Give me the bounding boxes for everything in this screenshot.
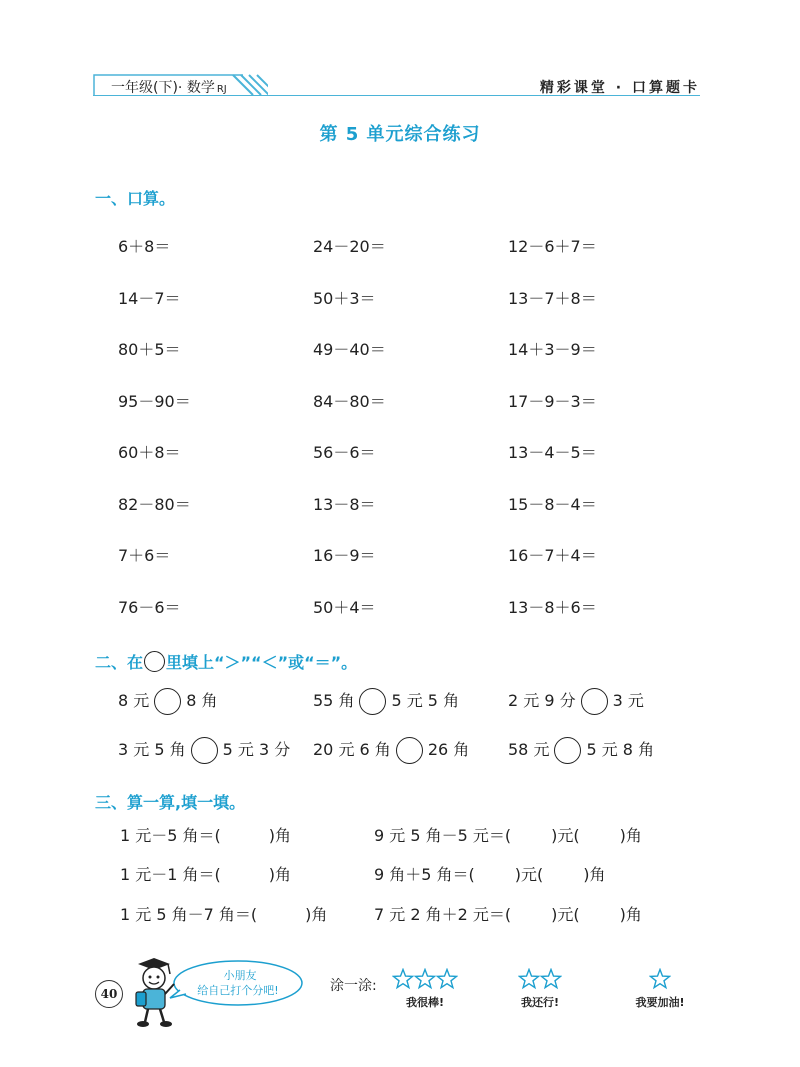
header-series-title: 精彩课堂 · 口算题卡: [539, 80, 700, 96]
rating-caption: 我很棒!: [405, 996, 445, 1009]
mental-math-problem: 15－8－4＝: [508, 494, 597, 514]
mental-math-problem: 50＋4＝: [313, 597, 376, 617]
fill-in-expression: 1 元 5 角－7 角＝(: [120, 905, 258, 924]
compare-problem: [118, 737, 290, 764]
mental-math-problem: 80＋5＝: [118, 340, 181, 359]
mental-math-problem: 13－8＝: [313, 494, 376, 514]
fill-in-unit: )元(: [551, 905, 580, 924]
fill-in-unit: )角: [268, 826, 292, 845]
mental-math-problem: 95－90＝: [118, 391, 191, 411]
star-icon[interactable]: [416, 970, 435, 988]
mental-math-problem: 84－80＝: [313, 391, 386, 411]
rating-caption: 我还行!: [520, 996, 560, 1009]
compare-right: 5 元 3 分: [222, 740, 291, 759]
compare-left: 2 元 9 分: [508, 691, 576, 710]
answer-circle-icon: [144, 651, 165, 672]
mental-math-problem: 24－20＝: [313, 237, 386, 256]
student-mascot-icon: [128, 950, 310, 1030]
fill-in-expression: 1 元－5 角＝(: [120, 826, 221, 845]
mental-math-problem: 13－8＋6＝: [508, 597, 597, 617]
rating-stars[interactable]: [392, 968, 458, 990]
page-title: 第 5 单元综合练习: [319, 124, 481, 145]
fill-in-expression: 9 元 5 角－5 元＝(: [374, 826, 512, 845]
compare-problem: [508, 688, 644, 715]
section2-heading: [95, 650, 357, 674]
answer-circle[interactable]: [191, 737, 218, 764]
mental-math-problem: 60＋8＝: [118, 443, 181, 462]
mental-math-problem: 16－7＋4＝: [508, 546, 597, 565]
section2-heading-b: 里填上“＞”“＜”或“＝”。: [166, 653, 358, 672]
fill-in-problem: [120, 823, 291, 846]
fill-in-unit: )角: [619, 826, 642, 845]
compare-right: 5 元 5 角: [391, 691, 460, 710]
answer-circle[interactable]: [581, 688, 608, 715]
mental-math-problem: 76－6＝: [118, 597, 181, 617]
fill-in-unit: )元(: [551, 826, 580, 845]
header-grade-label: 一年级(下)· 数学: [111, 80, 215, 96]
fill-in-unit: )元(: [514, 865, 544, 884]
header-grade-subject: [111, 77, 227, 97]
section3-heading: 三、算一算,填一填。: [95, 793, 246, 812]
compare-left: 58 元: [508, 740, 550, 759]
compare-problem: [313, 688, 459, 715]
star-icon[interactable]: [394, 970, 413, 988]
compare-right: 5 元 8 角: [586, 740, 655, 759]
rating-caption: 我要加油!: [635, 996, 685, 1009]
mental-math-problem: 7＋6＝: [118, 546, 171, 565]
answer-circle[interactable]: [154, 688, 181, 715]
compare-left: 20 元 6 角: [313, 740, 391, 759]
compare-left: 8 元: [118, 691, 150, 710]
mental-math-problem: 13－4－5＝: [508, 443, 597, 462]
compare-right: 26 角: [427, 740, 470, 759]
mental-math-problem: 50＋3＝: [313, 288, 376, 308]
fill-in-unit: )角: [619, 905, 642, 924]
mental-math-problem: 49－40＝: [313, 340, 386, 359]
fill-in-problem: [120, 862, 291, 885]
fill-in-unit: )角: [305, 905, 328, 924]
compare-right: 3 元: [612, 691, 644, 710]
answer-circle[interactable]: [396, 737, 423, 764]
fill-in-unit: )角: [268, 865, 292, 884]
mental-math-problem: 6＋8＝: [118, 237, 171, 256]
compare-left: 55 角: [313, 691, 355, 710]
bubble-line-1: 小朋友: [223, 969, 257, 982]
fill-in-problem: [374, 862, 606, 885]
page-number: 40: [95, 980, 123, 1008]
mental-math-problem: 14＋3－9＝: [508, 340, 597, 359]
fill-in-expression: 9 角＋5 角＝(: [374, 865, 475, 884]
mental-math-problem: 16－9＝: [313, 546, 376, 565]
rating-stars[interactable]: [518, 968, 562, 990]
answer-circle[interactable]: [359, 688, 386, 715]
mental-math-problem: 17－9－3＝: [508, 391, 597, 411]
star-icon[interactable]: [438, 970, 457, 988]
fill-in-problem: [374, 902, 642, 925]
compare-problem: [313, 737, 469, 764]
mental-math-problem: 56－6＝: [313, 443, 376, 462]
star-icon[interactable]: [651, 970, 670, 988]
mental-math-problem: 12－6＋7＝: [508, 237, 597, 256]
compare-left: 3 元 5 角: [118, 740, 186, 759]
section2-heading-a: 二、在: [95, 653, 144, 672]
fill-in-expression: 1 元－1 角＝(: [120, 865, 221, 884]
rating-stars[interactable]: [649, 968, 671, 990]
star-icon[interactable]: [542, 970, 561, 988]
star-icon[interactable]: [520, 970, 539, 988]
section1-heading: 一、口算。: [95, 189, 176, 208]
mental-math-problem: 13－7＋8＝: [508, 288, 597, 308]
mental-math-problem: 82－80＝: [118, 494, 191, 514]
header-edition: RJ: [216, 84, 227, 95]
answer-circle[interactable]: [554, 737, 581, 764]
fill-in-problem: [374, 823, 642, 846]
fill-in-unit: )角: [583, 865, 606, 884]
bubble-line-2: 给自己打个分吧!: [197, 984, 279, 997]
compare-right: 8 角: [186, 691, 218, 710]
fill-in-expression: 7 元 2 角＋2 元＝(: [374, 905, 512, 924]
fill-in-problem: [120, 902, 327, 925]
rating-label: 涂一涂:: [330, 978, 377, 994]
compare-problem: [508, 737, 654, 764]
compare-problem: [118, 688, 218, 715]
mental-math-problem: 14－7＝: [118, 288, 181, 308]
